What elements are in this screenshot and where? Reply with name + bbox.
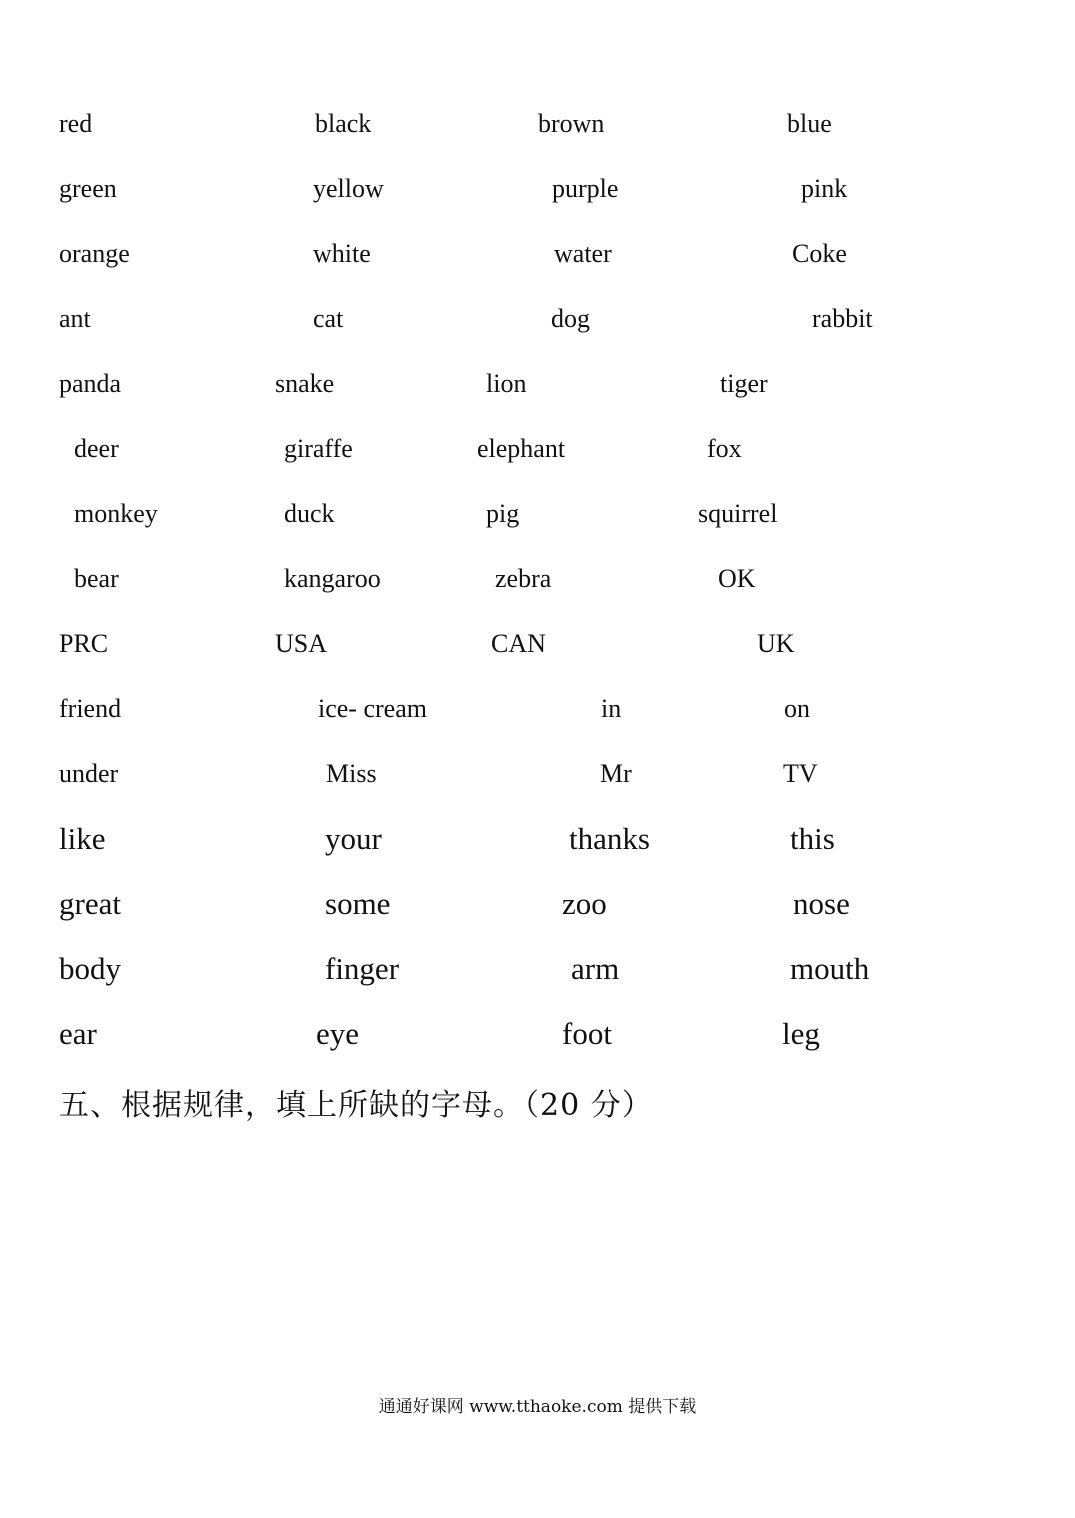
vocab-word: water xyxy=(554,239,612,268)
vocab-word: lion xyxy=(486,369,527,398)
vocab-word: ice- cream xyxy=(318,694,427,723)
vocab-word: body xyxy=(59,951,121,986)
vocab-word: green xyxy=(59,174,117,203)
vocab-word: giraffe xyxy=(284,434,353,463)
vocab-word: UK xyxy=(757,629,795,658)
vocab-word: elephant xyxy=(477,434,566,463)
vocab-word: pig xyxy=(486,499,520,528)
vocab-word: black xyxy=(315,109,372,138)
vocab-word: red xyxy=(59,109,93,138)
vocab-word: Mr xyxy=(600,759,632,788)
section-heading: 五、根据规律，填上所缺的字母。（20 分） xyxy=(59,1088,653,1123)
vocab-word: foot xyxy=(562,1016,612,1051)
vocab-word: blue xyxy=(787,109,832,138)
vocab-word: thanks xyxy=(569,821,650,856)
vocab-word: white xyxy=(313,239,371,268)
vocab-word: Miss xyxy=(326,759,377,788)
vocab-word: great xyxy=(59,886,121,921)
vocab-word: like xyxy=(59,821,106,856)
vocab-word: CAN xyxy=(491,629,546,658)
vocab-word: this xyxy=(790,821,835,856)
vocab-word: pink xyxy=(801,174,848,203)
vocab-word: on xyxy=(784,694,810,723)
vocab-word: monkey xyxy=(74,499,158,528)
vocab-word: eye xyxy=(316,1016,360,1051)
vocab-word: under xyxy=(59,759,119,788)
vocab-word: brown xyxy=(538,109,605,138)
vocab-word: PRC xyxy=(59,629,109,658)
vocab-word: zebra xyxy=(495,564,552,593)
vocab-word: TV xyxy=(783,759,818,788)
vocab-word: friend xyxy=(59,694,122,723)
vocab-word: deer xyxy=(74,434,119,463)
vocab-word: snake xyxy=(275,369,335,398)
vocab-word: dog xyxy=(551,304,590,333)
vocab-word: duck xyxy=(284,499,335,528)
vocab-word: nose xyxy=(793,886,850,921)
vocab-word: fox xyxy=(707,434,742,463)
vocab-word: your xyxy=(325,821,382,856)
vocab-word: leg xyxy=(782,1016,820,1051)
vocab-word: purple xyxy=(552,174,619,203)
vocab-word: bear xyxy=(74,564,119,593)
page-footer: 通通好课网 www.tthaoke.com 提供下载 xyxy=(378,1397,697,1417)
vocab-word: in xyxy=(601,694,622,723)
vocab-word: kangaroo xyxy=(284,564,381,593)
vocab-word: finger xyxy=(325,951,400,986)
vocab-word: rabbit xyxy=(812,304,873,333)
vocab-word: orange xyxy=(59,239,130,268)
vocab-word: arm xyxy=(571,951,620,986)
vocab-word: tiger xyxy=(720,369,768,398)
vocab-word: cat xyxy=(313,304,344,333)
vocab-word: yellow xyxy=(313,174,384,203)
vocab-word: panda xyxy=(59,369,122,398)
vocab-word: ear xyxy=(59,1016,97,1051)
vocab-word: Coke xyxy=(792,239,847,268)
vocab-word: USA xyxy=(275,629,328,658)
vocab-word: zoo xyxy=(562,886,607,921)
vocab-word: ant xyxy=(59,304,91,333)
vocab-word: some xyxy=(325,886,391,921)
vocab-word: mouth xyxy=(790,951,870,986)
vocab-word: OK xyxy=(718,564,756,593)
vocab-word: squirrel xyxy=(698,499,778,528)
